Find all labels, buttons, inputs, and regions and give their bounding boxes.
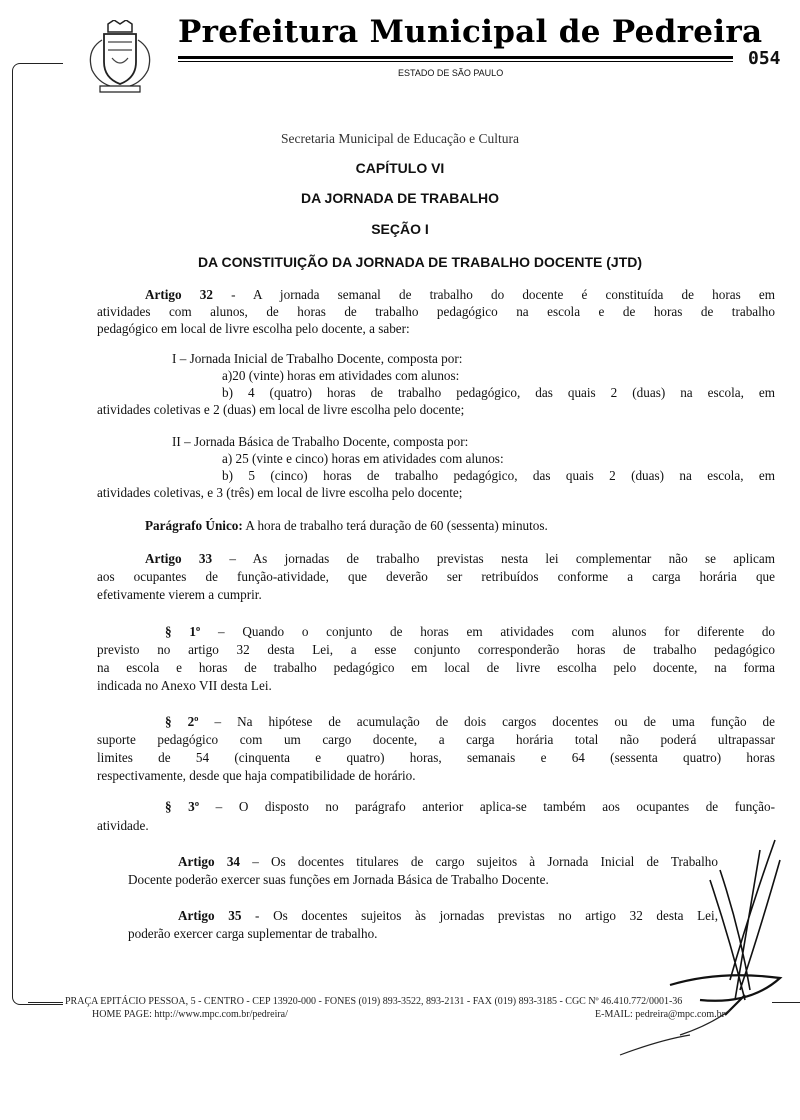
art32-item2-b-cont: atividades coletivas, e 3 (três) em local de livre escolha pelo docente; (97, 485, 463, 500)
municipal-crest-icon (80, 20, 160, 95)
art33-p3-line: atividade. (97, 818, 149, 833)
art33-p2-line (165, 714, 775, 730)
art34-label: Artigo 34 (178, 854, 241, 869)
header-title: Prefeitura Municipal de Pedreira (178, 14, 763, 50)
footer-line-left (28, 1002, 63, 1003)
text: A hora de trabalho terá duração de 60 (sessenta) minutos. (242, 518, 548, 533)
art33-p2-line: respectivamente, desde que haja compatibilidade de horário. (97, 768, 416, 783)
section-heading: SEÇÃO I (371, 221, 429, 237)
art33-p2-line: limites de 54 (cinquenta e quatro) horas, semanais e 64 (sessenta quatro) horas (97, 750, 775, 765)
header-state: ESTADO DE SÃO PAULO (398, 68, 504, 78)
art32-item2-a: a) 25 (vinte e cinco) horas em atividades com alunos: (222, 451, 504, 466)
p3-label: § 3º (165, 799, 200, 814)
art32-paragrafo-unico (145, 518, 548, 534)
art32-line: pedagógico em local de livre escolha pelo docente, a saber: (97, 321, 410, 336)
art33-line (145, 551, 775, 567)
art32-item1-b: b) 4 (quatro) horas de trabalho pedagógico, das quais 2 (duas) na escola, em (222, 385, 775, 400)
art33-p1-line (165, 624, 775, 640)
art35-line: poderão exercer carga suplementar de trabalho. (128, 926, 378, 941)
text: – Os docentes titulares de cargo sujeitos à Jornada Inicial de Trabalho (240, 854, 718, 869)
text: – O disposto no parágrafo anterior aplica-se também aos ocupantes de função- (199, 799, 775, 814)
art35-label: Artigo 35 (178, 908, 242, 923)
art32-item2: II – Jornada Básica de Trabalho Docente, composta por: (172, 434, 469, 449)
art32-label: Artigo 32 (145, 287, 213, 302)
art33-line: aos ocupantes de função-atividade, que deverão ser retribuídos conforme a carga horária que (97, 569, 775, 584)
chapter-heading: CAPÍTULO VI (355, 160, 445, 176)
art32-item1: I – Jornada Inicial de Trabalho Docente, composta por: (172, 351, 463, 366)
footer-homepage: HOME PAGE: http://www.mpc.com.br/pedreira/ (92, 1009, 288, 1020)
art33-line: efetivamente vierem a cumprir. (97, 587, 262, 602)
art32-line (145, 287, 775, 303)
art33-p1-line: previsto no artigo 32 desta Lei, a esse conjunto corresponderão horas de trabalho pedagógico (97, 642, 775, 657)
art32-item1-a: a)20 (vinte) horas em atividades com alunos: (222, 368, 460, 383)
text: - A jornada semanal de trabalho do docente é constituída de horas em (212, 287, 776, 302)
secretaria-heading: Secretaria Municipal de Educação e Cultura (280, 131, 520, 146)
footer-line-right (772, 1002, 800, 1003)
header-rule-thin (178, 61, 733, 62)
art34-line: Docente poderão exercer suas funções em Jornada Básica de Trabalho Docente. (128, 872, 549, 887)
header-rule (178, 56, 733, 59)
art32-item2-b: b) 5 (cinco) horas de trabalho pedagógico, das quais 2 (duas) na escola, em (222, 468, 775, 483)
text: – Na hipótese de acumulação de dois cargos docentes ou de uma função de (198, 714, 776, 729)
art32-item1-b-cont: atividades coletivas e 2 (duas) em local de livre escolha pelo docente; (97, 402, 465, 417)
art32-line: atividades com alunos, de horas de trabalho pedagógico na escola e de horas de trabalho (97, 304, 775, 319)
text: – Quando o conjunto de horas em atividades com alunos for diferente do (200, 624, 776, 639)
page-number: 054 (748, 48, 781, 69)
art33-label: Artigo 33 (145, 551, 213, 566)
p2-label: § 2º (165, 714, 199, 729)
p1-label: § 1º (165, 624, 201, 639)
text: - Os docentes sujeitos às jornadas previstas no artigo 32 desta Lei, (241, 908, 718, 923)
art33-p3-line (165, 799, 775, 815)
art33-p2-line: suporte pedagógico com um cargo docente, a carga horária total não poderá ultrapassar (97, 732, 775, 747)
footer-email: E-MAIL: pedreira@mpc.com.br (595, 1009, 725, 1020)
text: – As jornadas de trabalho previstas nesta lei complementar não se aplicam (212, 551, 776, 566)
handwritten-signature (600, 830, 800, 1060)
chapter-title: DA JORNADA DE TRABALHO (300, 190, 500, 206)
art33-p1-line: na escola e horas de trabalho pedagógico em local de livre escolha pelo docente, na forma (97, 660, 775, 675)
section-title: DA CONSTITUIÇÃO DA JORNADA DE TRABALHO DOCENTE (JTD) (197, 254, 643, 270)
art33-p1-line: indicada no Anexo VII desta Lei. (97, 678, 272, 693)
paragrafo-label: Parágrafo Único: (145, 518, 243, 533)
footer-address: PRAÇA EPITÁCIO PESSOA, 5 - CENTRO - CEP 13920-000 - FONES (019) 893-3522, 893-2131 - FAX (019) 893-3185 - CGC Nº 46.410.772/0001-36 (65, 996, 683, 1007)
